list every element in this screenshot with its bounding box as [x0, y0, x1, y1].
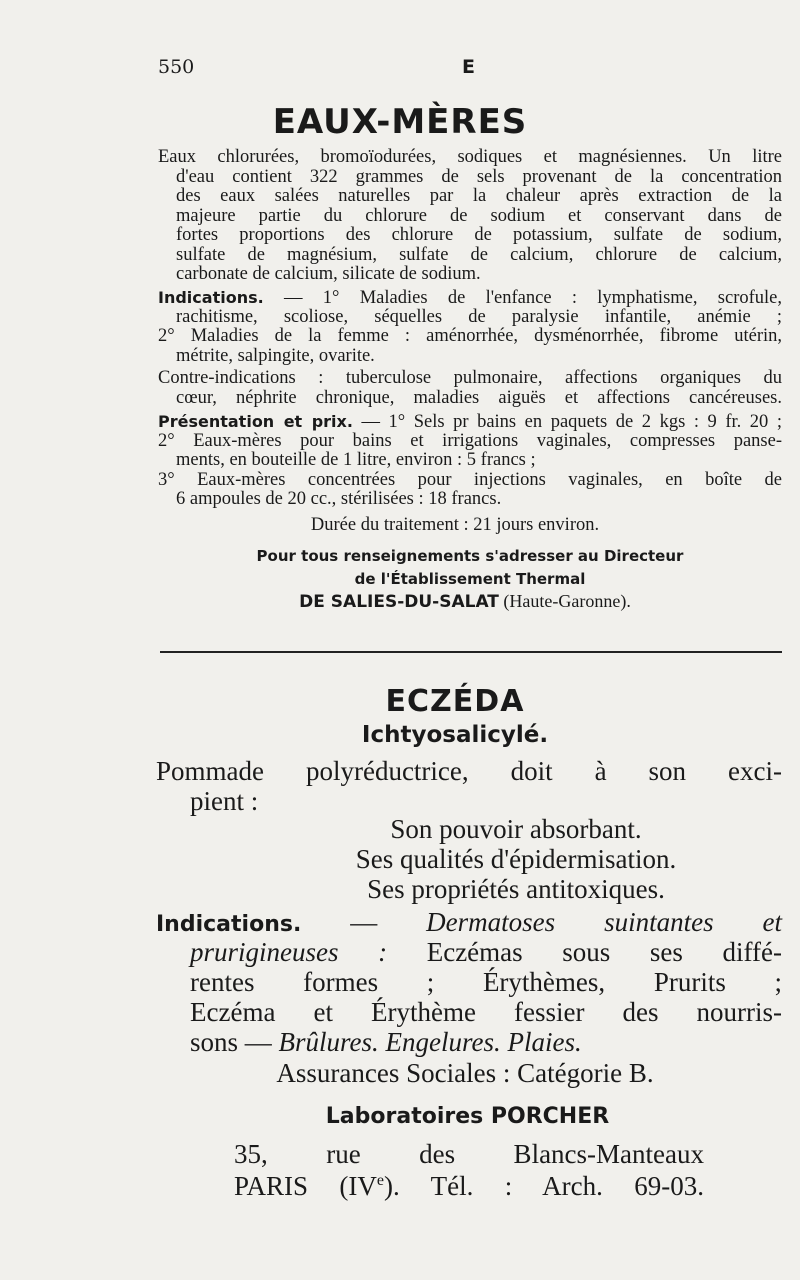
section-divider: [160, 651, 782, 653]
description-line: fortes proportions des chlorure de potassium, sulfate de sodium,: [176, 225, 782, 245]
presentation-line: 6 ampoules de 20 cc., stérilisées : 18 francs.: [176, 489, 502, 509]
indications-line: [156, 1027, 782, 1057]
indications-line: [156, 937, 782, 967]
indications-italic: Brûlures. Engelures. Plaies.: [278, 1027, 582, 1057]
indications-label: Indications.: [158, 288, 264, 307]
quality-item: Ses qualités d'épidermisation.: [355, 844, 677, 874]
establishment-name: DE SALIES-DU-SALAT: [299, 592, 499, 612]
assurances-sociales: Assurances Sociales : Catégorie B.: [276, 1058, 654, 1088]
presentation-line: 3° Eaux-mères concentrées pour injections vaginales, en boîte de: [158, 469, 782, 490]
laboratory-name: Laboratoires PORCHER: [325, 1104, 610, 1129]
page-number: 550: [158, 56, 195, 78]
indications-line: rentes formes ; Érythèmes, Prurits ;: [190, 967, 782, 997]
indications-text: — 1° Maladies de l'enfance : lymphatisme, scrofule,: [263, 288, 782, 308]
indications-italic: prurigineuses :: [190, 937, 388, 967]
presentation-line: [158, 412, 782, 432]
city-start: PARIS (IV: [234, 1171, 377, 1201]
description-line: d'eau contient 322 grammes de sels provenant de la concentration: [176, 166, 782, 187]
contre-indications-line: Contre-indications : tuberculose pulmonaire, affections organiques du: [158, 368, 782, 388]
indications-line: Eczéma et Érythème fessier des nourris-: [190, 997, 782, 1027]
contact-line: Pour tous renseignements s'adresser au Directeur: [256, 547, 684, 565]
quality-item: Ses propriétés antitoxiques.: [367, 874, 665, 904]
contact-line: de l'Établissement Thermal: [354, 570, 586, 588]
indications-line: rachitisme, scoliose, séquelles de paralysie infantile, anémie ;: [176, 306, 782, 327]
eaux-meres-description: [158, 148, 782, 285]
intro-line: pient :: [190, 786, 259, 816]
laboratory-address: 35, rue des Blancs-Manteaux: [234, 1139, 704, 1169]
eczeda-title: ECZÉDA: [385, 684, 525, 719]
contact-address: [0, 591, 800, 612]
indications-line: 2° Maladies de la femme : aménorrhée, dysménorrhée, fibrome utérin,: [158, 326, 782, 346]
description-line: sulfate de magnésium, sulfate de calcium, chlorure de calcium,: [176, 244, 782, 265]
indications-dash: —: [301, 907, 427, 937]
eczeda-indications: [156, 907, 782, 1057]
eczeda-qualities: [156, 814, 800, 904]
eaux-meres-indications: [158, 288, 782, 366]
establishment-region: (Haute-Garonne).: [498, 591, 631, 611]
intro-line: Pommade polyréductrice, doit à son exci-: [156, 756, 782, 786]
city-end: ). Tél. : Arch. 69-03.: [384, 1171, 704, 1201]
indications-line: [158, 288, 782, 308]
eczeda-subtitle: Ichtyosalicylé.: [361, 722, 549, 748]
indications-text: Eczémas sous ses diffé-: [387, 937, 782, 967]
description-line: carbonate de calcium, silicate de sodium.: [176, 264, 481, 284]
description-line: majeure partie du chlorure de sodium et conservant dans de: [176, 205, 782, 226]
eczeda-indications-label: Indications.: [156, 912, 302, 937]
contre-indications-line: cœur, néphrite chronique, maladies aiguës et affections cancéreuses.: [176, 387, 782, 408]
indications-text: sons —: [190, 1027, 279, 1057]
quality-item: Son pouvoir absorbant.: [390, 814, 642, 844]
city-superscript: e: [376, 1172, 385, 1189]
duree-traitement: Durée du traitement : 21 jours environ.: [310, 515, 600, 535]
eaux-meres-presentation: [158, 412, 782, 510]
indications-line: [156, 907, 782, 937]
indications-line: métrite, salpingite, ovarite.: [176, 345, 375, 366]
presentation-label: Présentation et prix.: [158, 412, 353, 431]
description-line: Eaux chlorurées, bromoïodurées, sodiques et magnésiennes. Un litre: [158, 147, 782, 167]
presentation-line: 2° Eaux-mères pour bains et irrigations vaginales, compresses panse-: [158, 430, 782, 451]
eczeda-intro: [156, 756, 782, 816]
eaux-meres-contre-indications: [158, 369, 782, 408]
indications-italic: Dermatoses suintantes et: [426, 907, 782, 937]
eaux-meres-title: EAUX-MÈRES: [272, 102, 528, 142]
presentation-line: ments, en bouteille de 1 litre, environ : 5 francs ;: [176, 450, 536, 470]
laboratory-city: [234, 1171, 704, 1202]
description-line: des eaux salées naturelles par la chaleur après extraction de la: [176, 186, 782, 206]
presentation-text: — 1° Sels pr bains en paquets de 2 kgs : 9 fr. 20 ;: [352, 412, 782, 432]
section-letter: E: [462, 56, 475, 78]
